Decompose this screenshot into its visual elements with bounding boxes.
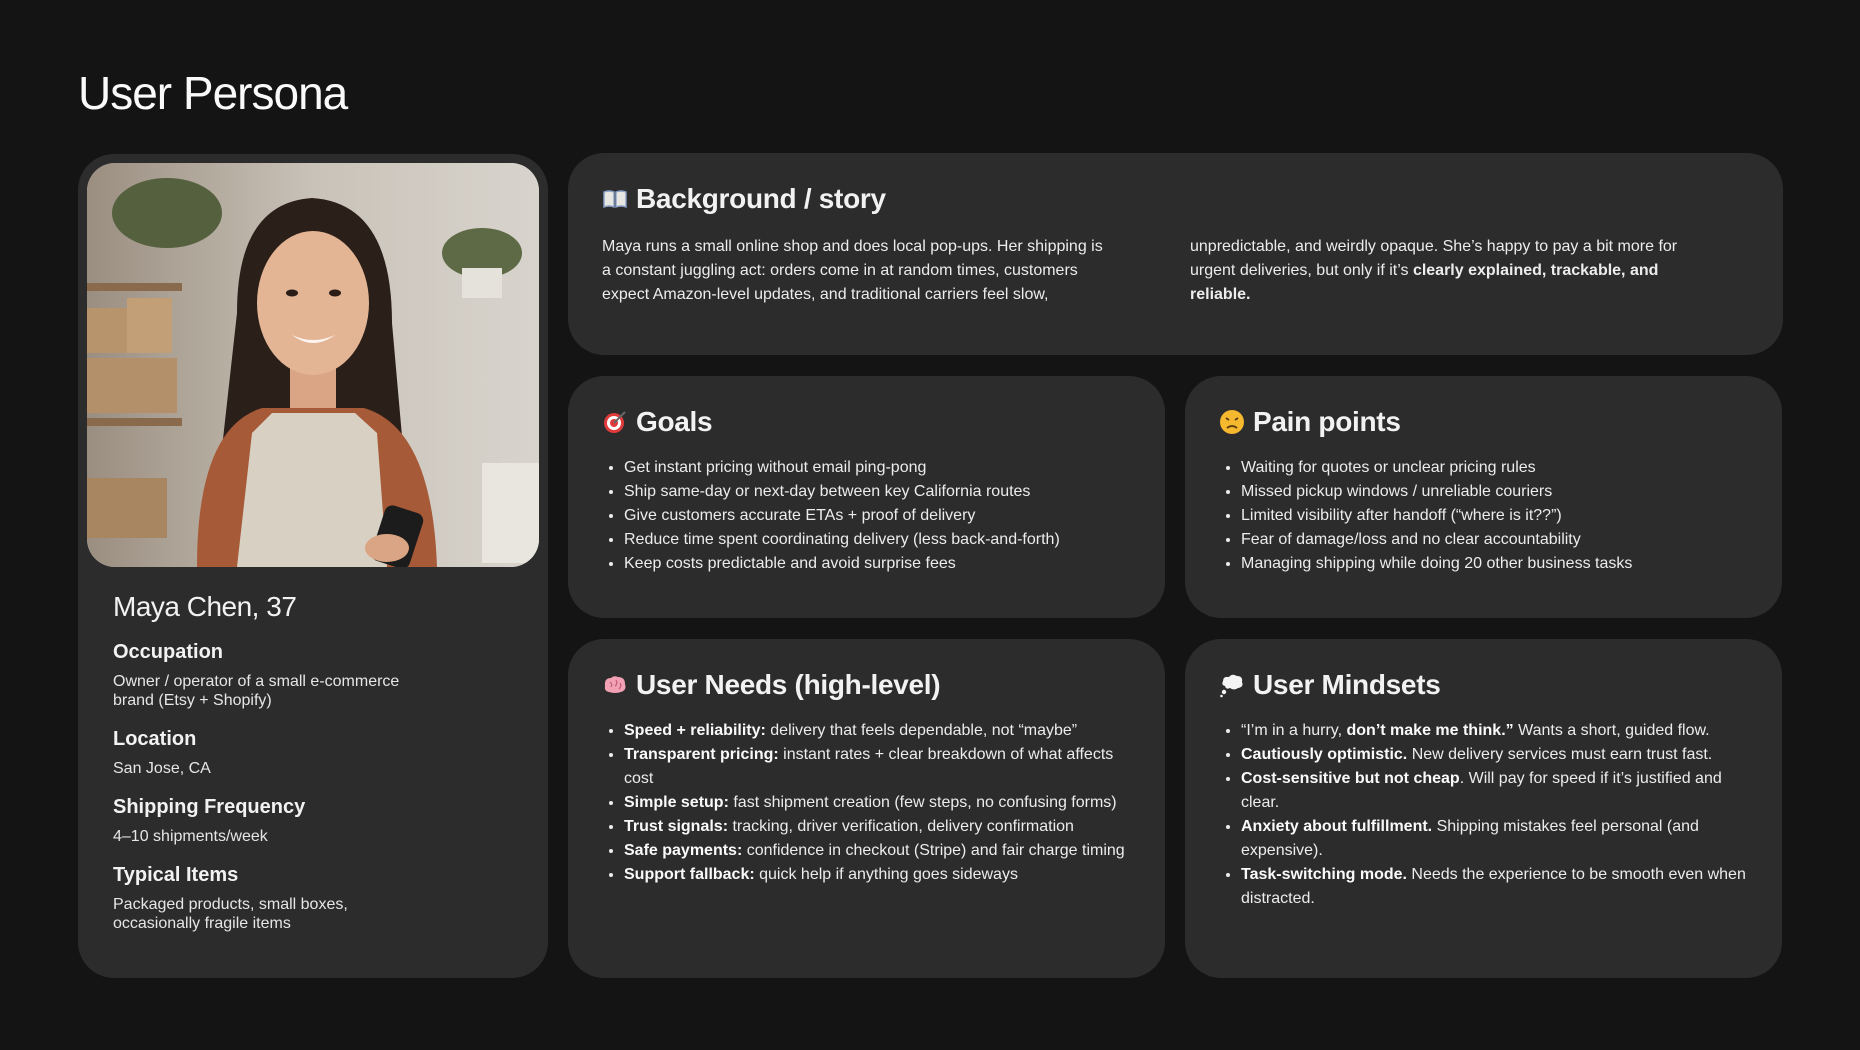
target-icon	[602, 409, 628, 435]
user-mindsets-heading	[1219, 669, 1748, 701]
list-item-bold: Anxiety about fulfillment.	[1241, 818, 1433, 835]
pain-points-card	[1185, 376, 1782, 618]
background-card	[568, 153, 1783, 355]
list-item	[624, 863, 1131, 887]
list-item	[624, 719, 1131, 743]
list-item-bold: Support fallback:	[624, 866, 755, 883]
shipping-frequency-label: Shipping Frequency	[113, 796, 306, 818]
user-needs-title: User Needs (high-level)	[636, 669, 941, 700]
location-value: San Jose, CA	[113, 760, 211, 777]
user-mindsets-card	[1185, 639, 1782, 978]
background-heading	[602, 183, 1749, 215]
list-item: • Missed pickup windows / unreliable couriers	[1241, 480, 1748, 504]
list-item: • Managing shipping while doing 20 other business tasks	[1241, 552, 1748, 576]
list-item	[1241, 767, 1748, 815]
list-item: • Get instant pricing without email ping-pong	[624, 456, 1131, 480]
pain-points-heading	[1219, 406, 1748, 438]
list-item	[624, 743, 1131, 791]
list-item-text: New delivery services must earn trust fast.	[1407, 746, 1713, 763]
list-item-bold: Cautiously optimistic.	[1241, 746, 1408, 763]
goals-heading	[602, 406, 1131, 438]
list-item-bold: Safe payments:	[624, 842, 743, 859]
occupation-value: Owner / operator of a small e-commerce brand (Etsy + Shopify)	[113, 673, 400, 709]
list-item: • Give customers accurate ETAs + proof of delivery	[624, 504, 1131, 528]
typical-items-label: Typical Items	[113, 864, 239, 886]
goals-title: Goals	[636, 406, 713, 437]
goals-card	[568, 376, 1165, 618]
list-item	[624, 815, 1131, 839]
list-item	[1241, 743, 1748, 767]
background-title: Background / story	[636, 183, 886, 214]
list-item-text: instant rates + clear breakdown of what affects cost	[624, 746, 1114, 787]
occupation-label: Occupation	[113, 641, 224, 663]
list-item-text: Needs the experience to be smooth even when distracted.	[1241, 866, 1746, 907]
list-item-prefix: “I’m in a hurry,	[1241, 722, 1347, 739]
list-item-text: delivery that feels dependable, not “maybe”	[765, 722, 1078, 739]
brain-icon	[602, 672, 628, 698]
list-item-bold: Speed + reliability:	[624, 722, 766, 739]
user-needs-heading	[602, 669, 1131, 701]
book-icon	[602, 186, 628, 212]
list-item	[1241, 815, 1748, 863]
list-item-text: Wants a short, guided flow.	[1513, 722, 1710, 739]
background-text-col1: Maya runs a small online shop and does local pop-ups. Her shipping is a constant juggling act: orders come in at random times, customers expect Amazon-level updates, and traditional carriers feel slow,	[602, 238, 1103, 303]
thought-bubble-icon	[1219, 672, 1245, 698]
list-item	[624, 791, 1131, 815]
list-item-bold: Task-switching mode.	[1241, 866, 1407, 883]
typical-items-value: Packaged products, small boxes, occasionally fragile items	[113, 896, 348, 932]
page-title: User Persona	[78, 67, 348, 119]
list-item-text: Shipping mistakes feel personal (and expensive).	[1241, 818, 1699, 859]
background-text-col2	[1190, 235, 1700, 307]
list-item: • Fear of damage/loss and no clear accountability	[1241, 528, 1748, 552]
list-item-text: confidence in checkout (Stripe) and fair charge timing	[742, 842, 1125, 859]
persona-photo	[87, 163, 539, 567]
persona-name: Maya Chen, 37	[113, 591, 297, 622]
list-item-bold: Transparent pricing:	[624, 746, 779, 763]
list-item-text: fast shipment creation (few steps, no confusing forms)	[728, 794, 1117, 811]
list-item-bold: don’t make me think.”	[1346, 722, 1514, 739]
user-mindsets-title: User Mindsets	[1253, 669, 1441, 700]
frustrated-face-icon	[1219, 409, 1245, 435]
list-item	[624, 839, 1131, 863]
shipping-frequency-value: 4–10 shipments/week	[113, 828, 268, 845]
location-label: Location	[113, 728, 197, 750]
list-item	[1241, 719, 1748, 743]
list-item: • Waiting for quotes or unclear pricing rules	[1241, 456, 1748, 480]
list-item: • Ship same-day or next-day between key California routes	[624, 480, 1131, 504]
list-item: • Keep costs predictable and avoid surprise fees	[624, 552, 1131, 576]
list-item-bold: Cost-sensitive but not cheap	[1241, 770, 1460, 787]
list-item: • Limited visibility after handoff (“where is it??”)	[1241, 504, 1748, 528]
profile-card	[78, 154, 548, 978]
list-item-bold: Trust signals:	[624, 818, 729, 835]
pain-points-title: Pain points	[1253, 406, 1401, 437]
list-item: • Reduce time spent coordinating delivery (less back-and-forth)	[624, 528, 1131, 552]
list-item-bold: Simple setup:	[624, 794, 729, 811]
user-needs-card	[568, 639, 1165, 978]
background-text-bold: clearly explained, trackable, and reliable.	[1190, 262, 1659, 303]
background-text-plain: unpredictable, and weirdly opaque. She’s happy to pay a bit more for urgent deliveries, but only if it’s	[1190, 238, 1678, 279]
list-item-text: quick help if anything goes sideways	[754, 866, 1018, 883]
list-item	[1241, 863, 1748, 911]
list-item-text: tracking, driver verification, delivery confirmation	[728, 818, 1074, 835]
list-item-text: . Will pay for speed if it’s justified and clear.	[1241, 770, 1722, 811]
